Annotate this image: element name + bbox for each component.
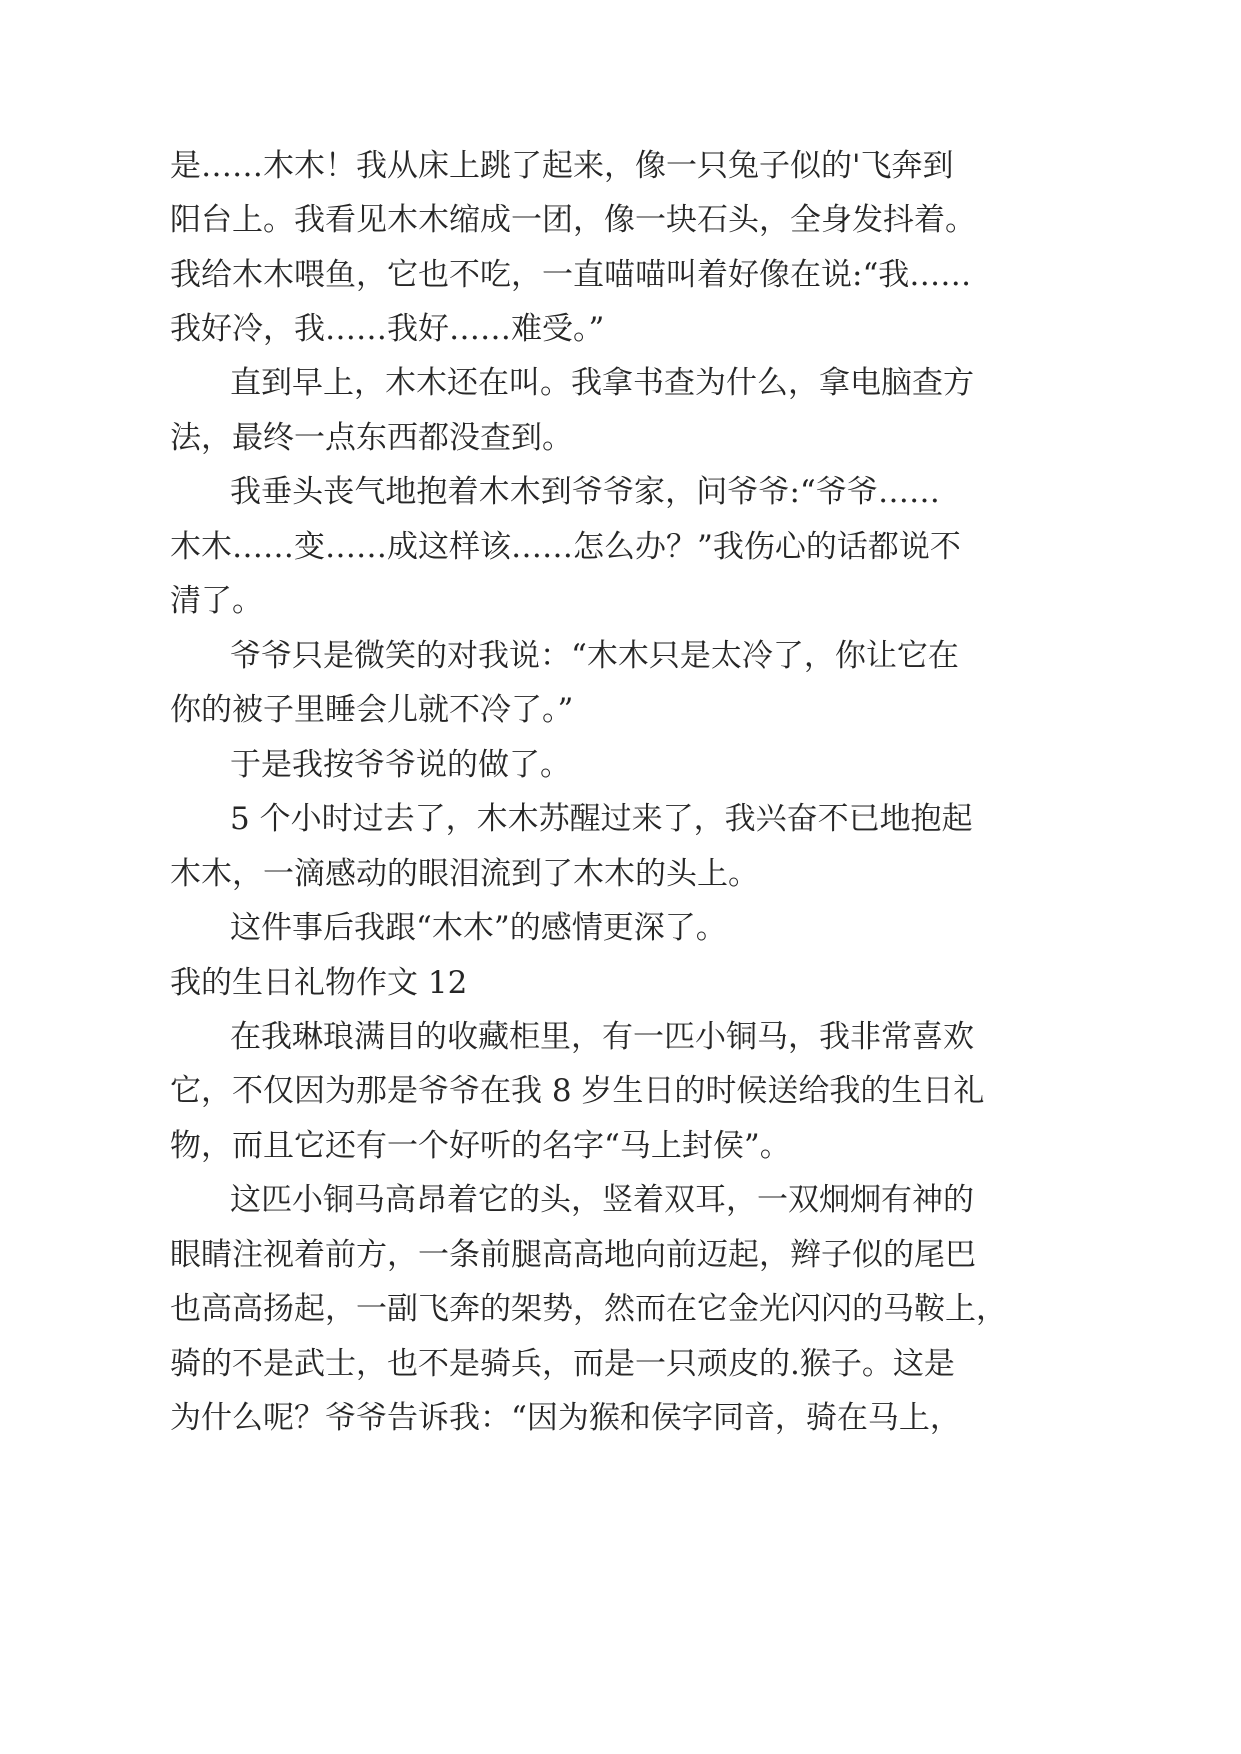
- text-line: 法，最终一点东西都没查到。: [170, 420, 573, 456]
- text-line: 我好冷，我……我好……难受。”: [170, 311, 605, 347]
- text-line: 5 个小时过去了，木木苏醒过来了，我兴奋不已地抱起: [230, 801, 973, 837]
- text-line: 爷爷只是微笑的对我说：“木木只是太冷了，你让它在: [230, 638, 959, 674]
- text-line: 于是我按爷爷说的做了。: [230, 747, 571, 783]
- text-line: 为什么呢？爷爷告诉我：“因为猴和侯字同音，骑在马上，: [170, 1400, 961, 1436]
- text-line: 物，而且它还有一个好听的名字“马上封侯”。: [170, 1128, 791, 1164]
- text-line: 木木，一滴感动的眼泪流到了木木的头上。: [170, 856, 759, 892]
- text-line: 清了。: [170, 583, 263, 619]
- text-line: 阳台上。我看见木木缩成一团，像一块石头，全身发抖着。: [170, 202, 976, 238]
- text-line: 它，不仅因为那是爷爷在我 8 岁生日的时候送给我的生日礼: [170, 1073, 985, 1109]
- text-line: 我垂头丧气地抱着木木到爷爷家，问爷爷:“爷爷……: [230, 474, 940, 510]
- text-line: 是……木木！我从床上跳了起来，像一只兔子似的'飞奔到: [170, 148, 954, 184]
- text-line: 眼睛注视着前方，一条前腿高高地向前迈起，辫子似的尾巴: [170, 1237, 976, 1273]
- text-line: 这件事后我跟“木木”的感情更深了。: [230, 910, 727, 946]
- text-line: 在我琳琅满目的收藏柜里，有一匹小铜马，我非常喜欢: [230, 1019, 974, 1055]
- text-line: 也高高扬起，一副飞奔的架势，然而在它金光闪闪的马鞍上，: [170, 1291, 1007, 1327]
- text-line: 我给木木喂鱼，它也不吃，一直喵喵叫着好像在说:“我……: [170, 257, 972, 293]
- text-line: 直到早上，木木还在叫。我拿书查为什么，拿电脑查方: [230, 365, 974, 401]
- section-heading: 我的生日礼物作文 12: [170, 965, 468, 1001]
- text-line: 骑的不是武士，也不是骑兵，而是一只顽皮的.猴子。这是: [170, 1346, 955, 1382]
- text-line: 你的被子里睡会儿就不冷了。”: [170, 692, 574, 728]
- text-line: 这匹小铜马高昂着它的头，竖着双耳，一双炯炯有神的: [230, 1182, 974, 1218]
- text-line: 木木……变……成这样该……怎么办？”我伤心的话都说不: [170, 529, 961, 565]
